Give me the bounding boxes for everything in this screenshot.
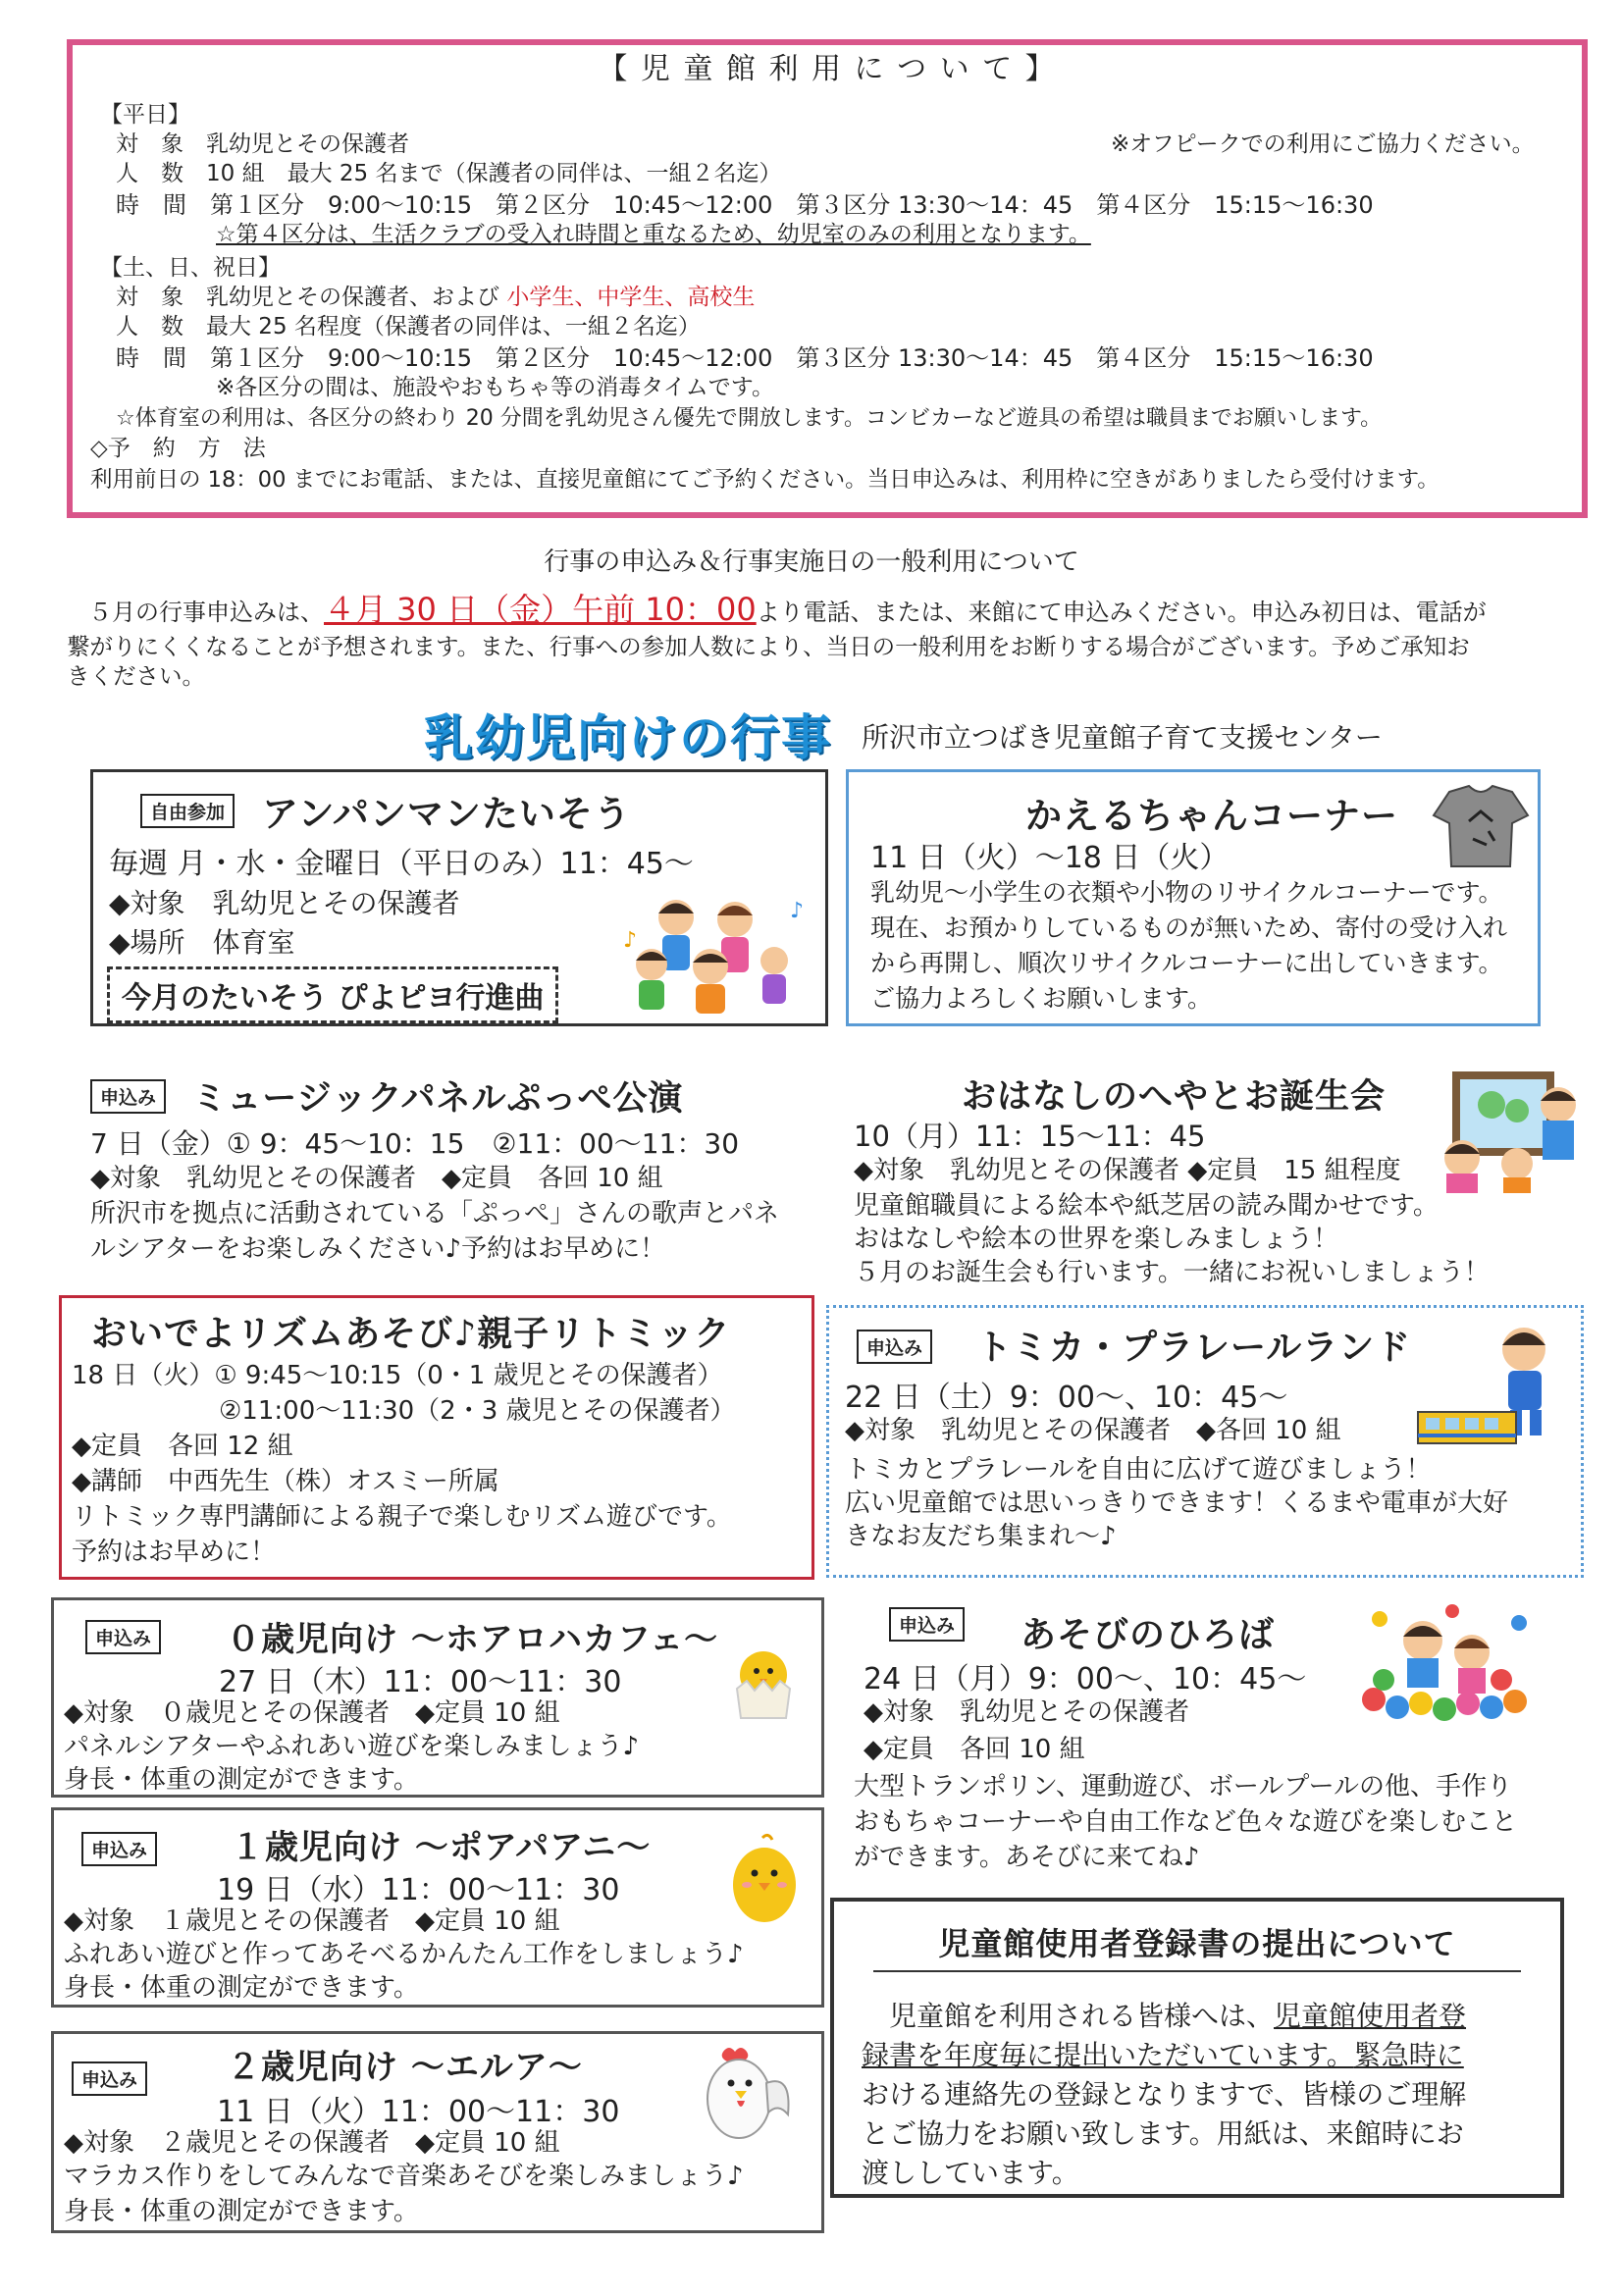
- registration-title: 児童館使用者登録書の提出について: [938, 1925, 1456, 1962]
- apply-line3: きください。: [67, 662, 205, 690]
- age0-line1: パネルシアターやふれあい遊びを楽しみましょう♪: [64, 1732, 640, 1761]
- monthly-song: 今月のたいそう ぴよピヨ行進曲: [107, 966, 558, 1023]
- weekend-count: 人 数 最大 25 名程度（保護者の同伴は、一組２名迄）: [116, 314, 701, 339]
- age1-line1: ふれあい遊びと作ってあそべるかんたん工作をしましょう♪: [64, 1940, 744, 1969]
- kaeru-line3: から再開し、順次リサイクルコーナーに出していきます。: [870, 949, 1503, 977]
- event-ohanashi: [844, 1060, 1590, 1295]
- hatching-chick-icon: [729, 1634, 798, 1722]
- ohanashi-line2: おはなしや絵本の世界を楽しみましょう！: [854, 1225, 1339, 1254]
- tomica-line3: きなお友だち集まれ〜♪: [845, 1522, 1117, 1551]
- weekend-target: [116, 283, 755, 312]
- boy-and-train-icon: [1414, 1314, 1581, 1451]
- music-title: ミュージックパネルぷっぺ公演: [192, 1079, 684, 1119]
- section-heading: 乳幼児向けの行事: [424, 709, 832, 766]
- ball-pool-icon: [1354, 1601, 1541, 1729]
- tomica-line2: 広い児童館では思いっきりできます！くるまや電車が大好: [845, 1488, 1509, 1518]
- music-line2: ルシアターをお楽しみください♪予約はお早めに！: [90, 1234, 666, 1264]
- asobi-line2: おもちゃコーナーや自由工作など色々な遊びを楽しむこと: [854, 1807, 1518, 1837]
- age0-target: ◆対象 ０歳児とその保護者 ◆定員 10 組: [64, 1698, 560, 1728]
- weekday-target: 対 象 乳幼児とその保護者: [116, 131, 409, 157]
- rhythm-date1: 18 日（火）① 9:45〜10:15（0・1 歳児とその保護者）: [72, 1361, 723, 1390]
- apply-tag: 申込み: [90, 1079, 166, 1114]
- music-target: ◆対象 乳幼児とその保護者 ◆定員 各回 10 組: [90, 1164, 663, 1193]
- event-music-panel: [90, 1066, 826, 1281]
- apply-line1: [88, 585, 1487, 630]
- weekend-note: ※各区分の間は、施設やおもちゃ等の消毒タイムです。: [216, 375, 774, 400]
- anpanman-target: ◆対象 乳幼児とその保護者: [109, 887, 460, 919]
- usage-info-box: [67, 39, 1588, 518]
- registration-line5: 渡ししています。: [862, 2157, 1079, 2189]
- rooster-icon: [694, 2044, 802, 2152]
- asobi-capacity: ◆定員 各回 10 組: [864, 1735, 1085, 1764]
- reserve-header: ◇予 約 方 法: [90, 436, 266, 461]
- kaeru-line1: 乳幼児〜小学生の衣類や小物のリサイクルコーナーです。: [870, 878, 1503, 907]
- event-anpanman: [90, 769, 828, 1026]
- rhythm-teacher: ◆講師 中西先生（株）オスミー所属: [72, 1467, 499, 1496]
- tomica-target: ◆対象 乳幼児とその保護者 ◆各回 10 組: [845, 1416, 1341, 1445]
- age2-target: ◆対象 ２歳児とその保護者 ◆定員 10 組: [64, 2128, 560, 2158]
- ohanashi-line1: 児童館職員による絵本や紙芝居の読み聞かせです。: [854, 1191, 1439, 1221]
- event-rhythm: [59, 1295, 814, 1580]
- anpanman-place: ◆場所 体育室: [109, 926, 295, 959]
- asobi-target: ◆対象 乳幼児とその保護者: [864, 1697, 1189, 1727]
- weekend-target-base: 対 象 乳幼児とその保護者、および: [116, 285, 499, 310]
- registration-line1-underlined: 児童館使用者登: [1274, 2000, 1467, 2032]
- age1-target: ◆対象 １歳児とその保護者 ◆定員 10 組: [64, 1906, 560, 1936]
- reserve-text: 利用前日の 18：00 までにお電話、または、直接児童館にてご予約ください。当日申込みは、利用枠に空きがありましたら受付けます。: [90, 467, 1440, 493]
- apply-tag: 申込み: [72, 2061, 147, 2096]
- weekend-header: 【土、日、祝日】: [100, 255, 281, 281]
- free-entry-tag: 自由参加: [140, 794, 235, 828]
- offpeak-note: ※オフピークでの利用にご協力ください。: [1111, 131, 1535, 157]
- tshirt-icon: [1430, 782, 1532, 870]
- asobi-date: 24 日（月）9：00〜、10：45〜: [864, 1662, 1307, 1696]
- ohanashi-line3: ５月のお誕生会も行います。一緒にお祝いしましょう！: [854, 1258, 1490, 1287]
- gym-note: ☆体育室の利用は、各区分の終わり 20 分間を乳幼児さん優先で開放します。コンビカーなど遊具の希望は職員までお願いします。: [116, 406, 1383, 431]
- rhythm-line1: リトミック専門講師による親子で楽しむリズム遊びです。: [72, 1502, 732, 1532]
- apply-line2: 繋がりにくくなることが予想されます。また、行事への参加人数により、当日の一般利用をお断りする場合がございます。予めご承知お: [67, 633, 1470, 660]
- weekday-time: 時 間 第１区分 9:00〜10:15 第２区分 10:45〜12:00 第３区分 13:30〜14：45 第４区分 15:15〜16:30: [116, 191, 1374, 219]
- age2-line2: 身長・体重の測定ができます。: [64, 2197, 419, 2226]
- event-age2: [51, 2031, 824, 2233]
- organization-name: 所沢市立つばき児童館子育て支援センター: [862, 721, 1383, 754]
- age2-title: ２歳児向け 〜エルア〜: [227, 2048, 583, 2087]
- apply-line1-end: より電話、または、来館にて申込みください。申込み初日は、電話が: [756, 599, 1487, 626]
- rhythm-title: おいでよリズムあそび♪親子リトミック: [91, 1314, 731, 1354]
- registration-line1: [889, 1998, 1466, 2035]
- weekday-header: 【平日】: [100, 102, 190, 128]
- event-age0: [51, 1597, 824, 1798]
- apply-tag: 申込み: [85, 1620, 161, 1654]
- asobi-line1: 大型トランポリン、運動遊び、ボールプールの他、手作り: [854, 1772, 1513, 1801]
- event-age1: [51, 1807, 824, 2008]
- tomica-title: トミカ・プラレールランド: [976, 1328, 1412, 1368]
- apply-tag: 申込み: [889, 1607, 965, 1642]
- event-asobi-hiroba: [844, 1597, 1599, 1882]
- svg-text:♪: ♪: [790, 899, 805, 923]
- music-date: 7 日（金）① 9：45〜10：15 ②11：00〜11：30: [90, 1127, 740, 1160]
- registration-line4: とご協力をお願い致します。用紙は、来館時にお: [862, 2117, 1464, 2150]
- registration-line2-end: 緊急時に: [1353, 2039, 1464, 2071]
- asobi-title: あそびのひろば: [1021, 1615, 1276, 1655]
- rhythm-line2: 予約はお早めに！: [72, 1538, 277, 1567]
- anpanman-title: アンパンマンたいそう: [262, 793, 631, 835]
- weekday-note: ☆第４区分は、生活クラブの受入れ時間と重なるため、幼児室のみの利用となります。: [216, 222, 1091, 247]
- usage-title: 【 児 童 館 利 用 に つ い て 】: [598, 52, 1057, 86]
- rhythm-date2: ②11:00〜11:30（2・3 歳児とその保護者）: [219, 1396, 736, 1426]
- age0-date: 27 日（木）11：00〜11：30: [219, 1665, 622, 1699]
- svg-text:♪: ♪: [623, 928, 638, 953]
- event-tomica: [826, 1305, 1584, 1578]
- kaeru-title: かえるちゃんコーナー: [1025, 795, 1398, 837]
- age1-date: 19 日（水）11：00〜11：30: [217, 1873, 620, 1907]
- event-kaeru-corner: [846, 769, 1541, 1026]
- kaeru-date: 11 日（火）〜18 日（火）: [870, 841, 1230, 875]
- registration-line2-underlined: 録書を年度毎に提出いただいています。: [862, 2039, 1354, 2071]
- apply-title: 行事の申込み＆行事実施日の一般利用について: [544, 548, 1079, 577]
- anpanman-schedule: 毎週 月・水・金曜日（平日のみ）11：45〜: [109, 847, 694, 881]
- ohanashi-target: ◆対象 乳幼児とその保護者 ◆定員 15 組程度: [854, 1156, 1401, 1185]
- chick-icon: [725, 1830, 804, 1928]
- age0-title: ０歳児向け 〜ホアロハカフェ〜: [227, 1620, 719, 1659]
- ohanashi-title: おはなしのへやとお誕生会: [962, 1077, 1387, 1117]
- music-line1: 所沢市を拠点に活動されている「ぷっぺ」さんの歌声とパネ: [90, 1199, 780, 1228]
- rhythm-capacity: ◆定員 各回 12 組: [72, 1432, 293, 1461]
- apply-line1-start: ５月の行事申込みは、: [88, 599, 324, 626]
- age0-line2: 身長・体重の測定ができます。: [64, 1765, 419, 1795]
- asobi-line3: ができます。あそびに来てね♪: [854, 1843, 1200, 1872]
- registration-line3: おける連絡先の登録となりますで、皆様のご理解: [862, 2078, 1467, 2111]
- dancing-children-icon: [617, 888, 813, 1016]
- weekend-target-students: 小学生、中学生、高校生: [506, 285, 756, 310]
- kaeru-line2: 現在、お預かりしているものが無いため、寄付の受け入れ: [870, 913, 1508, 942]
- apply-tag: 申込み: [857, 1330, 932, 1364]
- ohanashi-date: 10（月）11：15〜11：45: [854, 1120, 1206, 1153]
- registration-line1-start: 児童館を利用される皆様へは、: [889, 2000, 1275, 2032]
- registration-line2: [862, 2037, 1464, 2074]
- apply-tag: 申込み: [81, 1832, 157, 1866]
- apply-date: ４月 30 日（金）午前 10：00: [324, 591, 757, 628]
- age2-line1: マラカス作りをしてみんなで音楽あそびを楽しみましょう♪: [64, 2162, 744, 2191]
- registration-notice: [830, 1898, 1564, 2198]
- age1-title: １歳児向け 〜ポアパアニ〜: [231, 1828, 652, 1867]
- tomica-date: 22 日（土）9：00〜、10：45〜: [845, 1381, 1288, 1415]
- tomica-line1: トミカとプラレールを自由に広げて遊びましょう！: [845, 1455, 1432, 1485]
- weekday-count: 人 数 10 組 最大 25 名まで（保護者の同伴は、一組２名迄）: [116, 161, 782, 186]
- weekend-time: 時 間 第１区分 9:00〜10:15 第２区分 10:45〜12:00 第３区分 13:30〜14：45 第４区分 15:15〜16:30: [116, 344, 1374, 372]
- age2-date: 11 日（火）11：00〜11：30: [217, 2095, 620, 2129]
- storytelling-children-icon: [1433, 1066, 1580, 1193]
- registration-divider: [873, 1970, 1521, 1972]
- kaeru-line4: ご協力よろしくお願いします。: [870, 984, 1213, 1013]
- age1-line2: 身長・体重の測定ができます。: [64, 1973, 419, 2003]
